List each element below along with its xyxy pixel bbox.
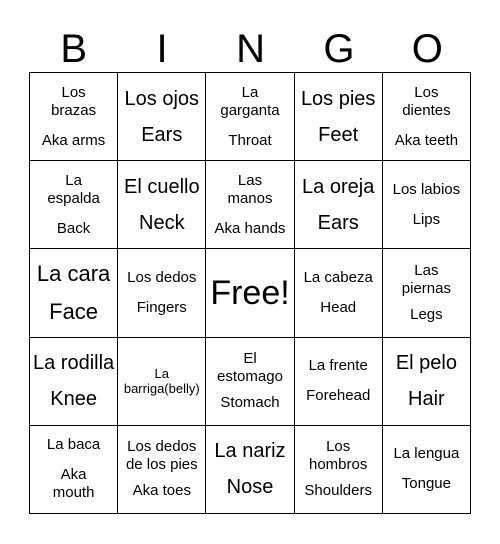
cell-translation: Aka arms <box>41 131 106 149</box>
bingo-cell[interactable] <box>206 426 294 514</box>
cell-term: Los dedos <box>127 268 197 286</box>
cell-translation: Back <box>56 219 91 237</box>
cell-translation: Tongue <box>401 475 451 493</box>
bingo-cell[interactable] <box>295 338 383 426</box>
cell-translation: Aka hands <box>214 219 286 237</box>
bingo-cell[interactable] <box>118 426 206 514</box>
bingo-cell[interactable] <box>118 161 206 249</box>
cell-term: Las piernas <box>401 261 451 297</box>
cell-term: El estomago <box>217 350 283 386</box>
bingo-cell[interactable] <box>30 161 118 249</box>
bingo-cell[interactable] <box>383 161 471 249</box>
bingo-cell[interactable] <box>118 73 206 161</box>
bingo-cell[interactable] <box>383 338 471 426</box>
bingo-cell[interactable] <box>30 338 118 426</box>
cell-translation: Forehead <box>306 387 371 405</box>
cell-term: La barriga(belly) <box>123 365 200 397</box>
cell-translation: Legs <box>410 305 443 323</box>
header-letter-b: B <box>60 27 89 71</box>
bingo-cell[interactable] <box>118 249 206 337</box>
cell-translation: Head <box>320 298 357 316</box>
cell-translation: Ears <box>141 123 183 146</box>
cell-term: Los pies <box>300 87 376 110</box>
bingo-cell[interactable] <box>383 249 471 337</box>
cell-translation: Aka mouth <box>52 466 95 502</box>
cell-translation: Knee <box>50 388 97 411</box>
cell-translation: Hair <box>408 388 445 411</box>
bingo-cell[interactable] <box>295 426 383 514</box>
cell-term: Los hombros <box>309 438 368 474</box>
cell-translation: Neck <box>139 211 185 234</box>
cell-term: La rodilla <box>33 352 115 375</box>
cell-translation: Shoulders <box>304 482 372 500</box>
cell-term: La cabeza <box>303 268 373 286</box>
cell-translation: Stomach <box>220 394 280 412</box>
cell-translation: Face <box>49 298 99 324</box>
cell-term: El pelo <box>395 352 457 375</box>
cell-translation: Throat <box>228 131 272 149</box>
header-letter-o: O <box>411 27 444 71</box>
header-letter-g: G <box>323 27 356 71</box>
cell-translation: Fingers <box>136 298 187 316</box>
cell-term: La cara <box>36 260 111 286</box>
cell-translation: Lips <box>412 210 441 228</box>
free-space-label: Free! <box>210 273 290 312</box>
cell-term: La nariz <box>214 440 286 463</box>
cell-translation: Ears <box>317 211 359 234</box>
cell-term: Los ojos <box>124 87 200 110</box>
cell-translation: Aka toes <box>132 482 191 500</box>
cell-term: Los labios <box>392 180 461 198</box>
cell-term: Los dientes <box>402 83 451 119</box>
cell-translation: Feet <box>318 123 359 146</box>
bingo-card-grid <box>29 72 471 514</box>
bingo-cell[interactable] <box>295 73 383 161</box>
header-letter-i: I <box>156 27 169 71</box>
cell-term: La baca <box>46 436 101 454</box>
bingo-cell[interactable] <box>206 73 294 161</box>
cell-term: Los dedos de los pies <box>125 438 198 474</box>
bingo-cell[interactable] <box>295 249 383 337</box>
bingo-cell[interactable] <box>118 338 206 426</box>
free-space-cell[interactable] <box>206 249 294 337</box>
cell-term: La oreja <box>302 175 375 198</box>
cell-term: La espalda <box>47 171 100 207</box>
cell-term: La frente <box>308 357 368 375</box>
cell-term: Los brazas <box>51 83 97 119</box>
bingo-cell[interactable] <box>206 161 294 249</box>
bingo-cell[interactable] <box>295 161 383 249</box>
bingo-cell[interactable] <box>383 426 471 514</box>
bingo-cell[interactable] <box>30 426 118 514</box>
bingo-header <box>30 26 472 72</box>
cell-term: La lengua <box>393 445 460 463</box>
cell-term: La garganta <box>220 83 280 119</box>
bingo-cell[interactable] <box>30 249 118 337</box>
cell-translation: Nose <box>226 476 274 499</box>
cell-translation: Aka teeth <box>394 131 459 149</box>
cell-term: Las manos <box>227 171 273 207</box>
header-letter-n: N <box>236 27 266 71</box>
bingo-cell[interactable] <box>206 338 294 426</box>
cell-term: El cuello <box>123 175 200 198</box>
bingo-cell[interactable] <box>383 73 471 161</box>
bingo-cell[interactable] <box>30 73 118 161</box>
